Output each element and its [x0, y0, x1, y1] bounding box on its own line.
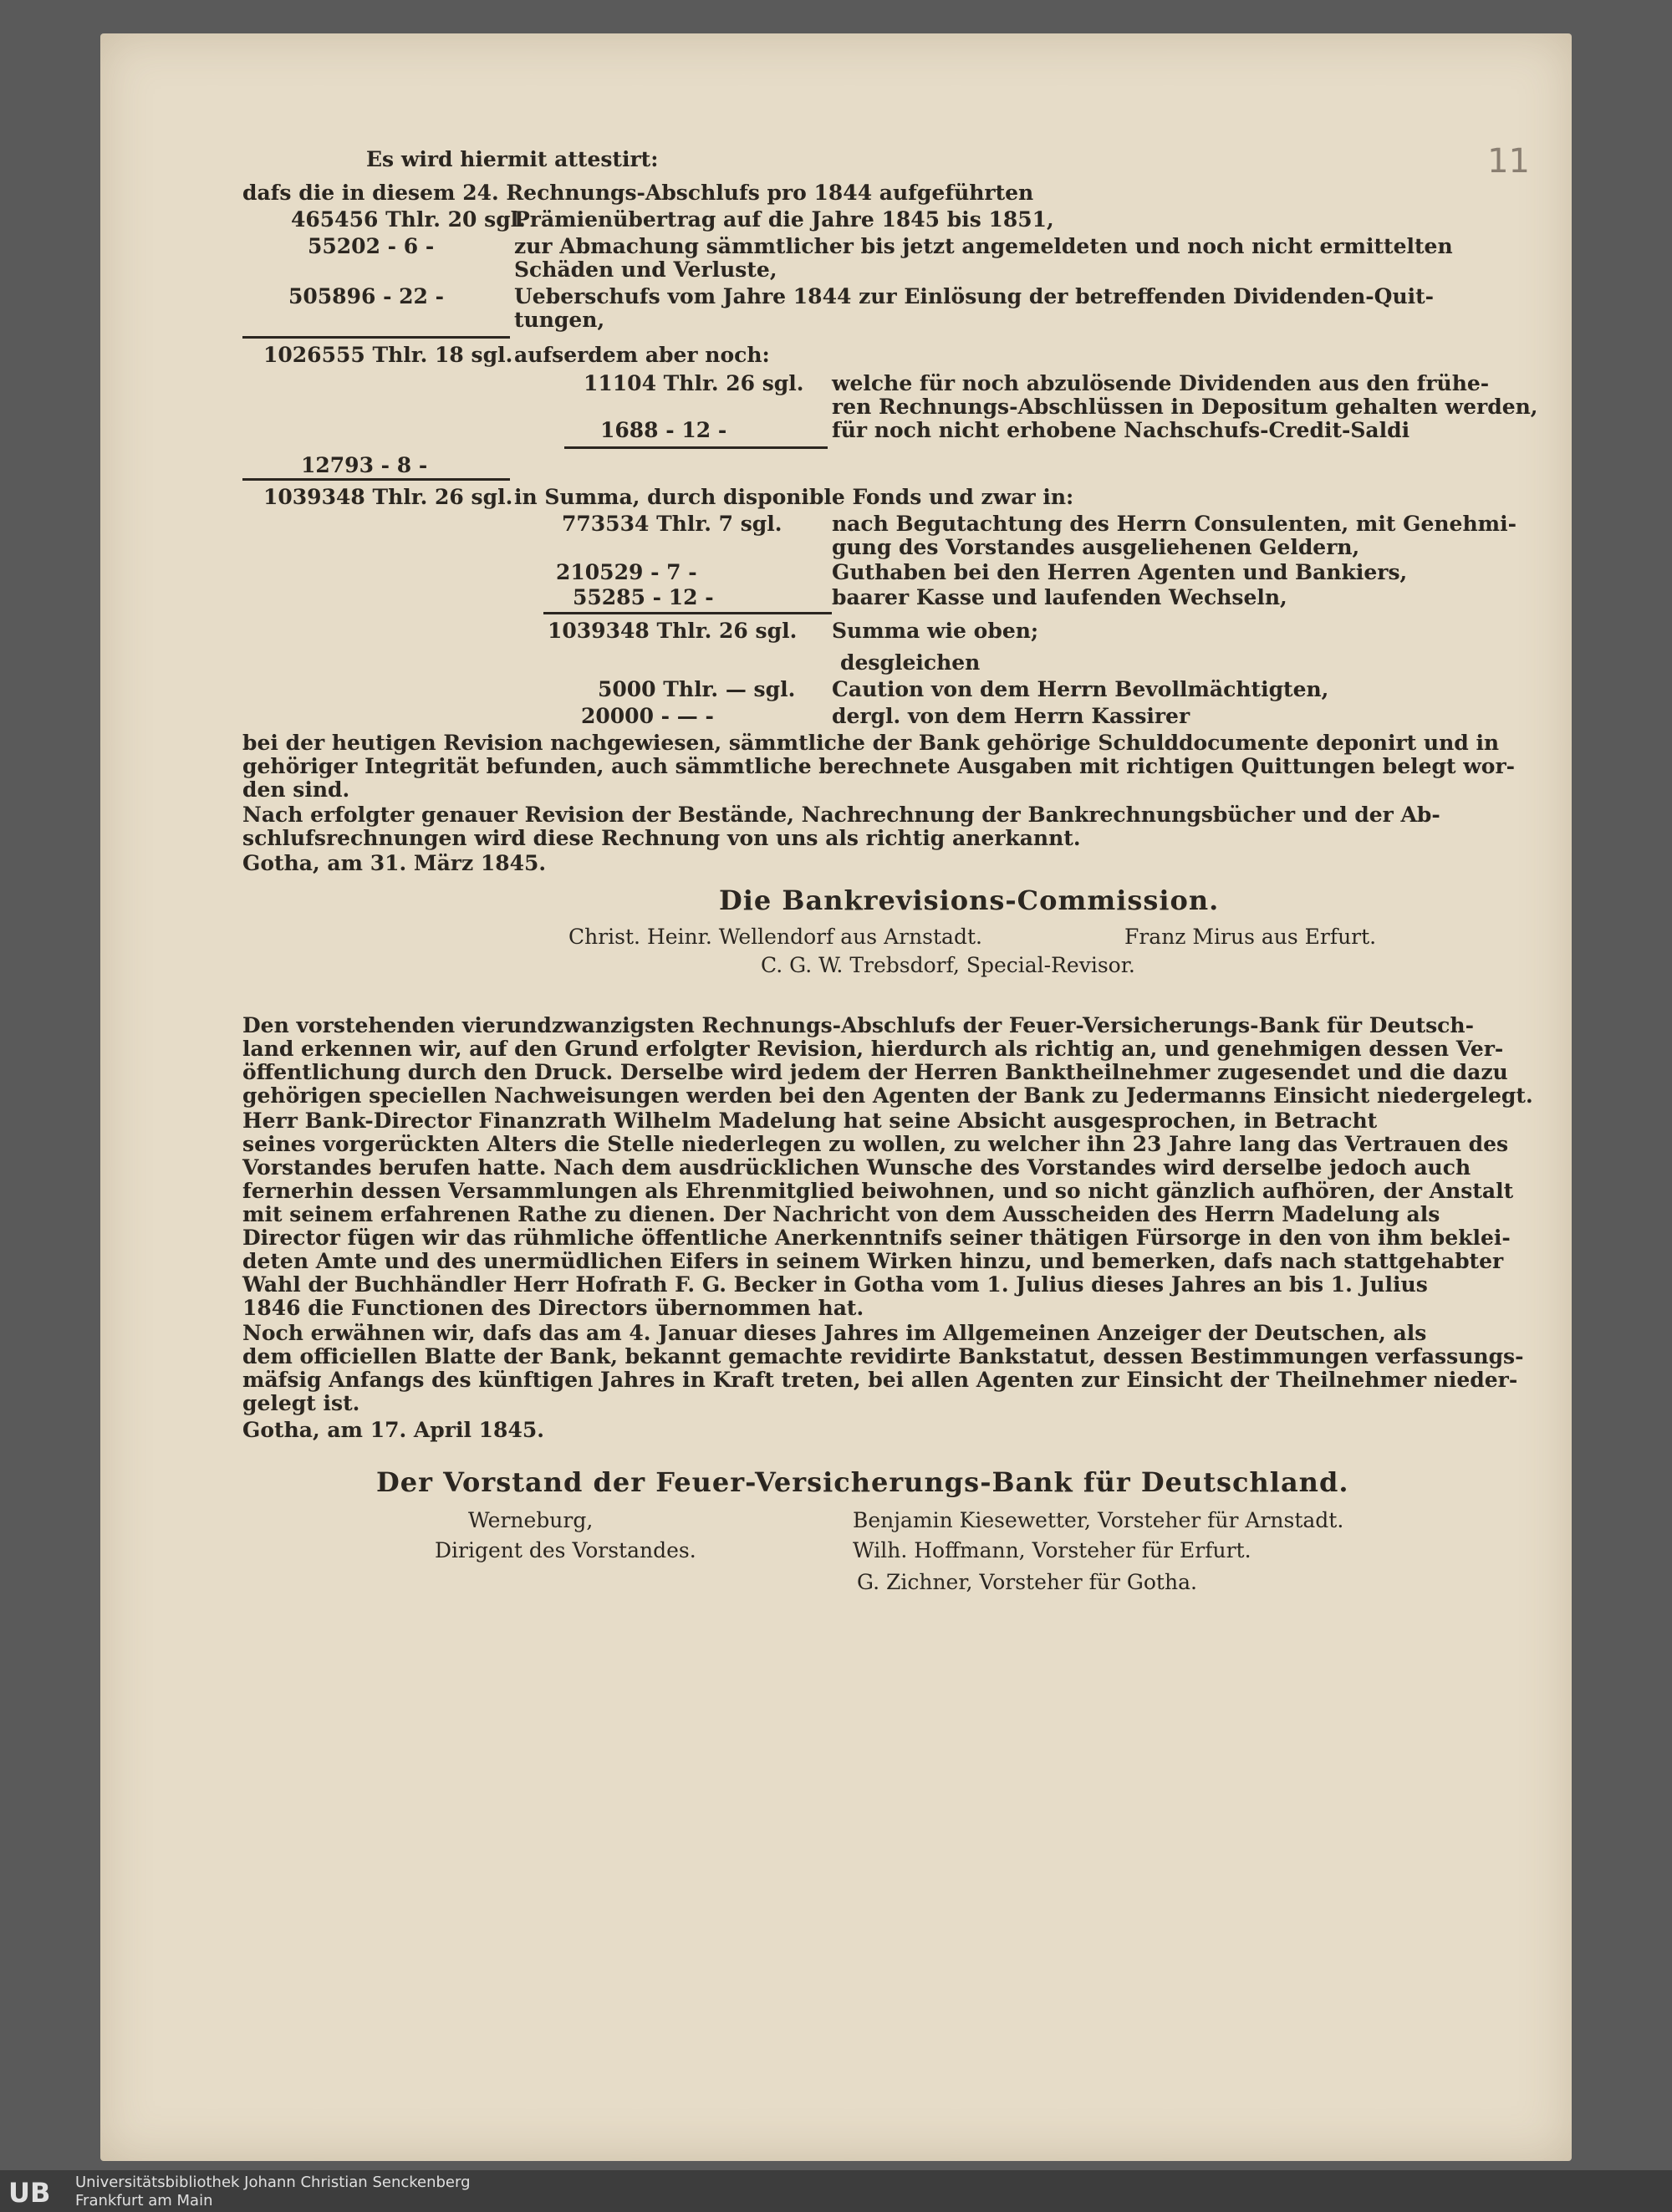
closing-line: bei der heutigen Revision nachgewiesen, sämmtliche der Bank gehörige Schulddocumente deponirt und in: [242, 731, 1500, 755]
attest-heading: Es wird hiermit attestirt:: [366, 147, 659, 171]
sum-rule: [564, 446, 828, 449]
resolution-line: seines vorgerückten Alters die Stelle niederlegen zu wollen, zu welcher ihn 23 Jahre lang das Vertrauen des: [242, 1132, 1509, 1156]
resolution-line: deten Amte und des unermüdlichen Eifers in seinem Wirken hinzu, und bemerken, dafs nach stattgehabter: [242, 1249, 1504, 1273]
subtotal-amount: 1026555 Thlr. 18 sgl.: [263, 343, 513, 367]
subtotal-text: aufserdem aber noch:: [514, 343, 770, 367]
resolution-line: gehörigen speciellen Nachweisungen werden bei den Agenten der Bank zu Jedermanns Einsicht niedergelegt.: [242, 1083, 1533, 1108]
commission-title: Die Bankrevisions-Commission.: [719, 884, 1220, 916]
board-signature: G. Zichner, Vorsteher für Gotha.: [857, 1570, 1197, 1594]
resolution-line: öffentlichung durch den Druck. Derselbe wird jedem der Herren Banktheilnehmer zugesendet und die dazu: [242, 1060, 1508, 1084]
resolution-line: 1846 die Functionen des Directors übernommen hat.: [242, 1296, 864, 1320]
caution-row-amount: 5000 Thlr. — sgl.: [598, 677, 796, 701]
resolution-line: gelegt ist.: [242, 1391, 360, 1415]
resolution-line: Director fügen wir das rühmliche öffentliche Anerkenntnifs seiner thätigen Fürsorge in den von ihm beklei-: [242, 1226, 1511, 1250]
caution-row-text: Caution von dem Herrn Bevollmächtigten,: [832, 677, 1329, 701]
resolution-line: land erkennen wir, auf den Grund erfolgter Revision, hierdurch als richtig an, und genehmigen dessen Ver-: [242, 1037, 1504, 1061]
fund-row-text: nach Begutachtung des Herrn Consulenten, mit Genehmi-: [832, 512, 1517, 536]
closing-line: gehöriger Integrität befunden, auch sämmtliche berechnete Ausgaben mit richtigen Quittungen belegt wor-: [242, 754, 1516, 778]
commission-signature: Christ. Heinr. Wellendorf aus Arnstadt.: [568, 925, 982, 949]
document-page: [100, 33, 1572, 2161]
caution-row-amount: 20000 - — -: [581, 704, 714, 728]
extra-row-text: welche für noch abzulösende Dividenden aus den frühe-: [832, 371, 1490, 395]
resolution-line: fernerhin dessen Versammlungen als Ehrenmitglied beiwohnen, und so nicht gänzlich aufhören, der Anstalt: [242, 1179, 1514, 1203]
resolution-line: Herr Bank-Director Finanzrath Wilhelm Madelung hat seine Absicht ausgesprochen, in Betracht: [242, 1109, 1378, 1133]
fund-row-text: baarer Kasse und laufenden Wechseln,: [832, 585, 1287, 609]
attest-row-text: tungen,: [514, 308, 605, 332]
library-name: Universitätsbibliothek Johann Christian Senckenberg: [75, 2174, 471, 2191]
caution-row-text: dergl. von dem Herrn Kassirer: [832, 704, 1190, 728]
resolution-line: Wahl der Buchhändler Herr Hofrath F. G. Becker in Gotha vom 1. Julius dieses Jahres an bis 1. Julius: [242, 1272, 1428, 1297]
fund-total-text: Summa wie oben;: [832, 619, 1039, 643]
desgleichen: desgleichen: [840, 650, 981, 675]
fund-row-text: Guthaben bei den Herren Agenten und Bankiers,: [832, 560, 1408, 584]
fund-row-amount: 210529 - 7 -: [556, 560, 697, 584]
extra-row-text: für noch nicht erhobene Nachschufs-Credit-Saldi: [832, 418, 1410, 442]
library-logo: UB: [8, 2177, 51, 2209]
attest-row-amount: 55202 - 6 -: [308, 234, 435, 258]
board-signature: Werneburg,: [468, 1508, 594, 1532]
attest-intro: dafs die in diesem 24. Rechnungs-Abschlufs pro 1844 aufgeführten: [242, 181, 1034, 205]
resolution-line: Gotha, am 17. April 1845.: [242, 1418, 544, 1442]
board-signature: Wilh. Hoffmann, Vorsteher für Erfurt.: [853, 1538, 1251, 1562]
total-text: in Summa, durch disponible Fonds und zwar in:: [514, 485, 1074, 509]
page-content: [100, 33, 1572, 2161]
commission-signature: C. G. W. Trebsdorf, Special-Revisor.: [761, 953, 1135, 977]
resolution-line: Vorstandes berufen hatte. Nach dem ausdrücklichen Wunsche des Vorstandes wird derselbe jedoch auch: [242, 1155, 1471, 1180]
total-amount: 1039348 Thlr. 26 sgl.: [263, 485, 513, 509]
closing-line: Nach erfolgter genauer Revision der Bestände, Nachrechnung der Bankrechnungsbücher und der Ab-: [242, 803, 1440, 827]
board-title: Der Vorstand der Feuer-Versicherungs-Bank für Deutschland.: [376, 1466, 1349, 1498]
extra-row-amount: 1688 - 12 -: [600, 418, 727, 442]
fund-row-text: gung des Vorstandes ausgeliehenen Geldern,: [832, 535, 1360, 559]
extra-row-amount: 11104 Thlr. 26 sgl.: [584, 371, 804, 395]
fund-row-amount: 55285 - 12 -: [573, 585, 714, 609]
board-signature: Dirigent des Vorstandes.: [435, 1538, 696, 1562]
resolution-line: Den vorstehenden vierundzwanzigsten Rechnungs-Abschlufs der Feuer-Versicherungs-Bank für Deutsch-: [242, 1013, 1474, 1037]
fund-row-amount: 773534 Thlr. 7 sgl.: [562, 512, 782, 536]
board-signature: Benjamin Kiesewetter, Vorsteher für Arnstadt.: [853, 1508, 1344, 1532]
resolution-line: mäfsig Anfangs des künftigen Jahres in Kraft treten, bei allen Agenten zur Einsicht der Theilnehmer nieder-: [242, 1368, 1518, 1392]
closing-line: den sind.: [242, 777, 350, 802]
commission-signature: Franz Mirus aus Erfurt.: [1124, 925, 1377, 949]
attest-row-text: Ueberschufs vom Jahre 1844 zur Einlösung der betreffenden Dividenden-Quit-: [514, 284, 1435, 308]
attest-row-amount: 505896 - 22 -: [288, 284, 445, 308]
sum-rule: [543, 612, 832, 614]
library-footer: [0, 2170, 1672, 2212]
attest-row-amount: 465456 Thlr. 20 sgl.: [291, 207, 526, 232]
resolution-line: mit seinem erfahrenen Rathe zu dienen. Der Nachricht von dem Ausscheiden des Herrn Madelung als: [242, 1202, 1440, 1226]
closing-line: schlufsrechnungen wird diese Rechnung von uns als richtig anerkannt.: [242, 826, 1081, 850]
extra-row-text: ren Rechnungs-Abschlüssen in Depositum gehalten werden,: [832, 395, 1538, 419]
sum-rule: [242, 478, 510, 481]
library-city: Frankfurt am Main: [75, 2192, 213, 2209]
closing-line: Gotha, am 31. März 1845.: [242, 851, 547, 875]
fund-total-amount: 1039348 Thlr. 26 sgl.: [548, 619, 798, 643]
resolution-line: dem officiellen Blatte der Bank, bekannt gemachte revidirte Bankstatut, dessen Bestimmungen verfassungs-: [242, 1344, 1524, 1368]
extra-total: 12793 - 8 -: [301, 453, 428, 477]
resolution-line: Noch erwähnen wir, dafs das am 4. Januar dieses Jahres im Allgemeinen Anzeiger der Deutschen, als: [242, 1321, 1427, 1345]
attest-row-text: Prämienübertrag auf die Jahre 1845 bis 1851,: [514, 207, 1054, 232]
page-number: 11: [1487, 142, 1530, 181]
attest-row-text: Schäden und Verluste,: [514, 257, 777, 282]
sum-rule: [242, 336, 510, 339]
attest-row-text: zur Abmachung sämmtlicher bis jetzt angemeldeten und noch nicht ermittelten: [514, 234, 1453, 258]
